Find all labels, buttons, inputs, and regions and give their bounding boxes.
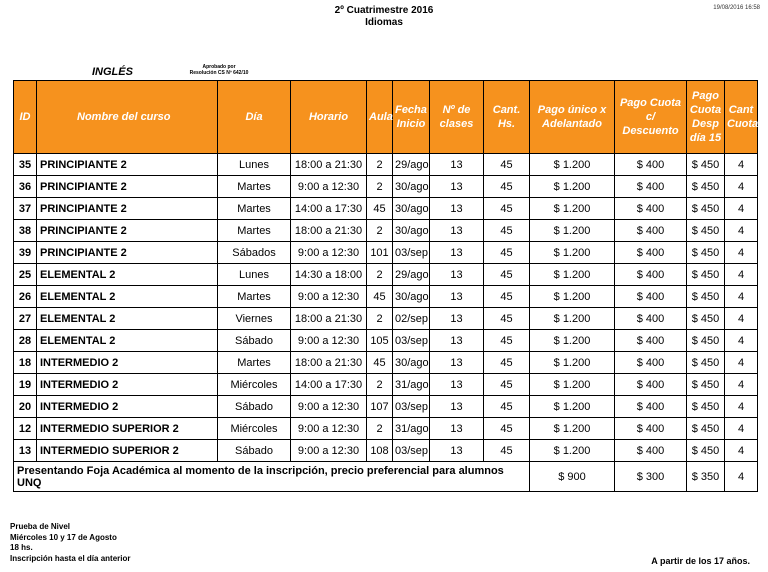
cell-day: Viernes [218,308,291,330]
cell-hours: 45 [484,330,530,352]
cell-schedule: 9:00 a 12:30 [291,330,367,352]
note-single-payment: $ 900 [530,462,615,492]
cell-id: 20 [14,396,37,418]
cell-hours: 45 [484,242,530,264]
cell-day: Martes [218,352,291,374]
cell-installments: 4 [725,330,758,352]
cell-single-payment: $ 1.200 [530,176,615,198]
table-row [14,330,758,352]
cell-schedule: 9:00 a 12:30 [291,242,367,264]
cell-start-date: 31/ago [393,418,430,440]
level-test-line-2: Miércoles 10 y 17 de Agosto [10,532,117,542]
cell-course-name: PRINCIPIANTE 2 [37,242,218,264]
col-header-schedule: Horario [291,81,367,154]
cell-late-payment: $ 450 [687,264,725,286]
cell-discount-payment: $ 400 [615,286,687,308]
cell-classes: 13 [430,352,484,374]
cell-late-payment: $ 450 [687,220,725,242]
col-header-single-payment: Pago único x Adelantado [530,81,615,154]
cell-installments: 4 [725,154,758,176]
preferential-price-row [14,462,758,492]
cell-discount-payment: $ 400 [615,242,687,264]
cell-schedule: 18:00 a 21:30 [291,352,367,374]
cell-single-payment: $ 1.200 [530,220,615,242]
cell-discount-payment: $ 400 [615,220,687,242]
cell-classes: 13 [430,242,484,264]
cell-schedule: 9:00 a 12:30 [291,418,367,440]
cell-classes: 13 [430,286,484,308]
cell-id: 28 [14,330,37,352]
cell-schedule: 9:00 a 12:30 [291,286,367,308]
cell-late-payment: $ 450 [687,440,725,462]
cell-hours: 45 [484,154,530,176]
cell-single-payment: $ 1.200 [530,308,615,330]
cell-installments: 4 [725,418,758,440]
cell-late-payment: $ 450 [687,374,725,396]
table-row [14,286,758,308]
cell-room: 2 [367,154,393,176]
col-header-day: Día [218,81,291,154]
cell-hours: 45 [484,374,530,396]
cell-classes: 13 [430,154,484,176]
cell-start-date: 30/ago [393,352,430,374]
cell-start-date: 03/sep [393,330,430,352]
cell-single-payment: $ 1.200 [530,154,615,176]
cell-installments: 4 [725,220,758,242]
col-header-start-date: Fecha Inicio [393,81,430,154]
cell-room: 45 [367,286,393,308]
cell-id: 36 [14,176,37,198]
cell-start-date: 30/ago [393,286,430,308]
cell-day: Sábado [218,330,291,352]
cell-day: Lunes [218,264,291,286]
cell-schedule: 18:00 a 21:30 [291,220,367,242]
col-header-course-name: Nombre del curso [37,81,218,154]
cell-schedule: 14:00 a 17:30 [291,198,367,220]
cell-hours: 45 [484,220,530,242]
cell-room: 107 [367,396,393,418]
cell-hours: 45 [484,198,530,220]
table-row [14,418,758,440]
approval-line-1: Aprobado por [202,64,236,70]
cell-id: 38 [14,220,37,242]
level-test-line-3: 18 hs. [10,543,33,552]
cell-late-payment: $ 450 [687,418,725,440]
cell-discount-payment: $ 400 [615,418,687,440]
table-row [14,242,758,264]
cell-late-payment: $ 450 [687,330,725,352]
cell-classes: 13 [430,330,484,352]
cell-single-payment: $ 1.200 [530,440,615,462]
cell-installments: 4 [725,308,758,330]
cell-classes: 13 [430,308,484,330]
cell-classes: 13 [430,176,484,198]
cell-start-date: 03/sep [393,440,430,462]
cell-room: 108 [367,440,393,462]
table-row [14,154,758,176]
cell-schedule: 14:30 a 18:00 [291,264,367,286]
cell-late-payment: $ 450 [687,242,725,264]
cell-day: Miércoles [218,374,291,396]
language-heading: INGLÉS [92,66,133,78]
cell-schedule: 9:00 a 12:30 [291,440,367,462]
col-header-hours: Cant. Hs. [484,81,530,154]
table-row [14,198,758,220]
level-test-info [10,522,130,564]
cell-day: Martes [218,176,291,198]
cell-day: Sábados [218,242,291,264]
cell-day: Martes [218,198,291,220]
cell-room: 2 [367,374,393,396]
cell-classes: 13 [430,440,484,462]
cell-schedule: 9:00 a 12:30 [291,396,367,418]
cell-id: 26 [14,286,37,308]
cell-classes: 13 [430,418,484,440]
cell-day: Lunes [218,154,291,176]
table-row [14,308,758,330]
cell-day: Miércoles [218,418,291,440]
cell-course-name: ELEMENTAL 2 [37,308,218,330]
cell-room: 2 [367,418,393,440]
note-installments: 4 [725,462,758,492]
approval-note [188,64,250,76]
cell-single-payment: $ 1.200 [530,330,615,352]
cell-start-date: 30/ago [393,220,430,242]
cell-installments: 4 [725,176,758,198]
cell-start-date: 03/sep [393,242,430,264]
cell-schedule: 18:00 a 21:30 [291,308,367,330]
print-timestamp: 19/08/2016 16:58 [713,5,760,11]
cell-hours: 45 [484,440,530,462]
document-title [0,5,768,29]
cell-start-date: 31/ago [393,374,430,396]
cell-course-name: PRINCIPIANTE 2 [37,198,218,220]
cell-course-name: PRINCIPIANTE 2 [37,154,218,176]
cell-hours: 45 [484,176,530,198]
cell-classes: 13 [430,396,484,418]
cell-id: 12 [14,418,37,440]
cell-hours: 45 [484,264,530,286]
cell-installments: 4 [725,198,758,220]
cell-installments: 4 [725,352,758,374]
table-header-row [14,81,758,154]
cell-classes: 13 [430,264,484,286]
level-test-line-1: Prueba de Nivel [10,522,71,531]
cell-start-date: 02/sep [393,308,430,330]
col-header-room: Aula [367,81,393,154]
col-header-late-payment: Pago Cuota Desp día 15 [687,81,725,154]
cell-course-name: INTERMEDIO SUPERIOR 2 [37,418,218,440]
cell-schedule: 18:00 a 21:30 [291,154,367,176]
cell-discount-payment: $ 400 [615,396,687,418]
cell-course-name: PRINCIPIANTE 2 [37,176,218,198]
cell-id: 18 [14,352,37,374]
cell-day: Martes [218,286,291,308]
cell-discount-payment: $ 400 [615,154,687,176]
cell-course-name: ELEMENTAL 2 [37,330,218,352]
cell-id: 27 [14,308,37,330]
cell-day: Sábado [218,440,291,462]
cell-discount-payment: $ 400 [615,308,687,330]
cell-single-payment: $ 1.200 [530,352,615,374]
cell-single-payment: $ 1.200 [530,198,615,220]
age-requirement: A partir de los 17 años. [651,556,750,566]
cell-single-payment: $ 1.200 [530,374,615,396]
title-line-1: 2º Cuatrimestre 2016 [334,5,434,16]
cell-discount-payment: $ 400 [615,198,687,220]
cell-course-name: ELEMENTAL 2 [37,286,218,308]
cell-id: 13 [14,440,37,462]
cell-discount-payment: $ 400 [615,374,687,396]
cell-room: 2 [367,264,393,286]
cell-classes: 13 [430,374,484,396]
table-row [14,264,758,286]
cell-course-name: INTERMEDIO 2 [37,352,218,374]
course-schedule-table [13,80,765,492]
cell-classes: 13 [430,198,484,220]
cell-course-name: INTERMEDIO SUPERIOR 2 [37,440,218,462]
cell-id: 37 [14,198,37,220]
cell-start-date: 29/ago [393,154,430,176]
cell-discount-payment: $ 400 [615,330,687,352]
cell-id: 19 [14,374,37,396]
approval-line-2: Resolución CS Nº 642/10 [189,70,249,76]
preferential-note: Presentando Foja Académica al momento de la inscripción, precio preferencial para alumnos UNQ [14,462,530,492]
cell-single-payment: $ 1.200 [530,242,615,264]
cell-installments: 4 [725,374,758,396]
level-test-line-4: Inscripción hasta el día anterior [10,553,131,563]
cell-id: 39 [14,242,37,264]
cell-course-name: INTERMEDIO 2 [37,374,218,396]
col-header-classes: Nº de clases [430,81,484,154]
cell-late-payment: $ 450 [687,198,725,220]
cell-hours: 45 [484,418,530,440]
cell-course-name: ELEMENTAL 2 [37,264,218,286]
table-row [14,352,758,374]
cell-course-name: PRINCIPIANTE 2 [37,220,218,242]
cell-id: 25 [14,264,37,286]
cell-single-payment: $ 1.200 [530,286,615,308]
cell-single-payment: $ 1.200 [530,418,615,440]
table-row [14,440,758,462]
cell-hours: 45 [484,396,530,418]
cell-day: Sábado [218,396,291,418]
cell-discount-payment: $ 400 [615,352,687,374]
cell-hours: 45 [484,286,530,308]
note-late-payment: $ 350 [687,462,725,492]
cell-installments: 4 [725,440,758,462]
cell-hours: 45 [484,308,530,330]
cell-classes: 13 [430,220,484,242]
cell-room: 2 [367,220,393,242]
cell-start-date: 30/ago [393,198,430,220]
cell-start-date: 03/sep [393,396,430,418]
title-line-2: Idiomas [365,17,403,28]
col-header-discount-payment: Pago Cuota c/ Descuento [615,81,687,154]
cell-single-payment: $ 1.200 [530,264,615,286]
cell-schedule: 14:00 a 17:30 [291,374,367,396]
cell-late-payment: $ 450 [687,308,725,330]
cell-room: 45 [367,198,393,220]
cell-start-date: 29/ago [393,264,430,286]
cell-installments: 4 [725,242,758,264]
cell-schedule: 9:00 a 12:30 [291,176,367,198]
cell-single-payment: $ 1.200 [530,396,615,418]
cell-installments: 4 [725,286,758,308]
cell-room: 45 [367,352,393,374]
cell-course-name: INTERMEDIO 2 [37,396,218,418]
cell-start-date: 30/ago [393,176,430,198]
cell-late-payment: $ 450 [687,396,725,418]
cell-discount-payment: $ 400 [615,176,687,198]
cell-installments: 4 [725,396,758,418]
cell-room: 2 [367,176,393,198]
cell-installments: 4 [725,264,758,286]
table-row [14,220,758,242]
cell-late-payment: $ 450 [687,286,725,308]
note-discount-payment: $ 300 [615,462,687,492]
cell-late-payment: $ 450 [687,176,725,198]
table-row [14,374,758,396]
col-header-installments: Cant Cuotas [725,81,758,154]
cell-discount-payment: $ 400 [615,264,687,286]
col-header-id: ID [14,81,37,154]
table-row [14,176,758,198]
cell-id: 35 [14,154,37,176]
cell-late-payment: $ 450 [687,352,725,374]
cell-discount-payment: $ 400 [615,440,687,462]
cell-day: Martes [218,220,291,242]
cell-room: 105 [367,330,393,352]
cell-room: 101 [367,242,393,264]
cell-hours: 45 [484,352,530,374]
table-row [14,396,758,418]
cell-room: 2 [367,308,393,330]
cell-late-payment: $ 450 [687,154,725,176]
